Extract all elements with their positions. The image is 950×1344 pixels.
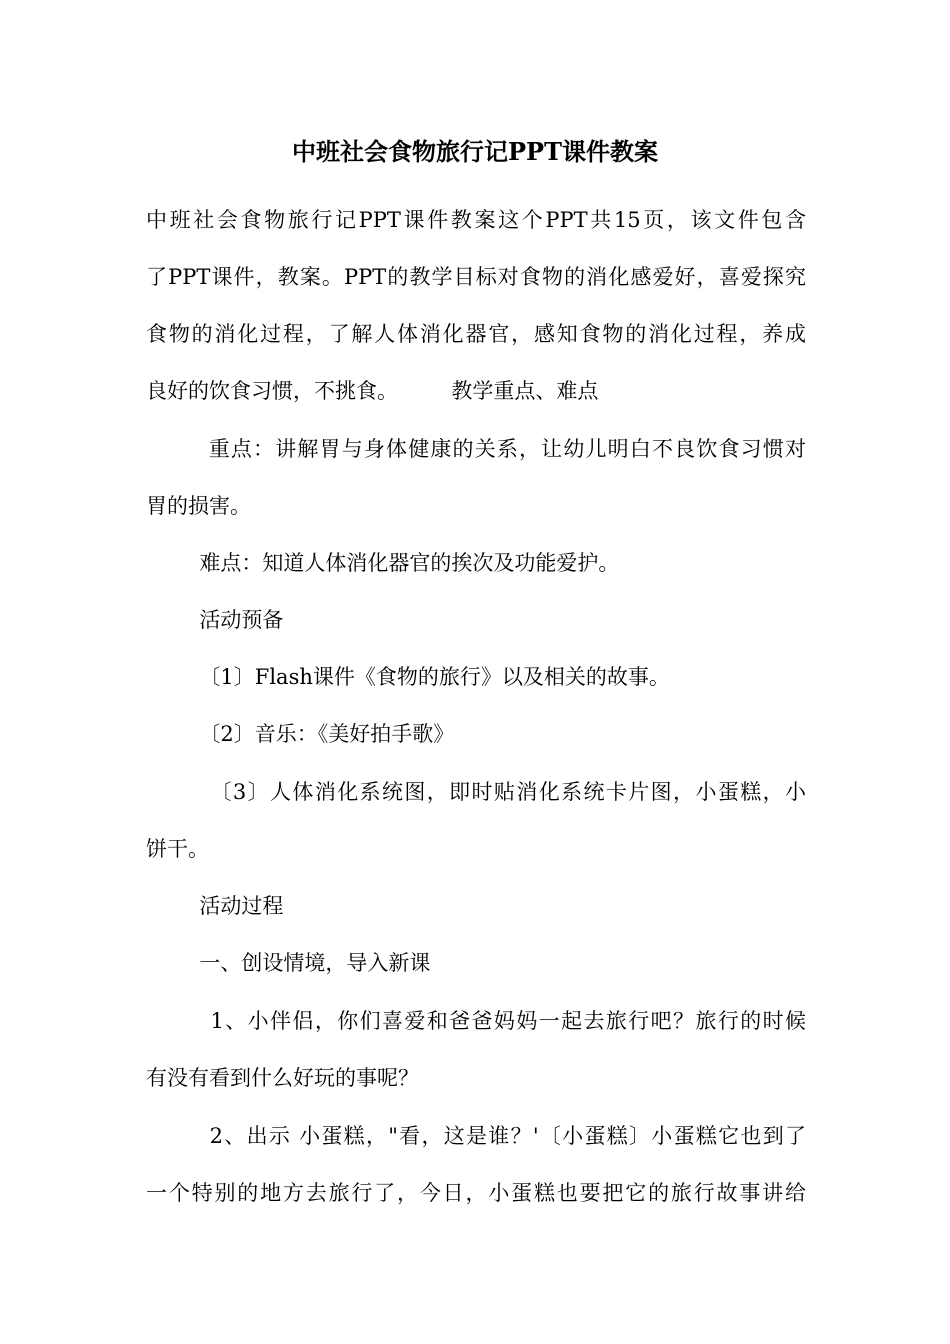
paragraph-line-8: 活动预备: [146, 608, 284, 632]
paragraph-line-4: 良好的饮食习惯，不挑食。 教学重点、难点: [146, 379, 599, 403]
paragraph-line-5: 重点：讲解胃与身体健康的关系，让幼儿明白不良饮食习惯对: [146, 437, 806, 461]
paragraph-line-10: 〔2〕音乐：《美好拍手歌》: [146, 722, 455, 746]
paragraph-line-14: 一、创设情境，导入新课: [146, 951, 431, 975]
paragraph-line-1: 中班社会食物旅行记PPT课件教案这个PPT共15页，该文件包含: [146, 208, 806, 232]
paragraph-line-16: 有没有看到什么好玩的事呢？: [146, 1066, 419, 1090]
paragraph-line-9: 〔1〕Flash课件《食物的旅行》以及相关的故事。: [146, 665, 670, 689]
paragraph-line-13: 活动过程: [146, 894, 284, 918]
paragraph-line-3: 食物的消化过程，了解人体消化器官，感知食物的消化过程，养成: [146, 322, 806, 346]
paragraph-line-7: 难点：知道人体消化器官的挨次及功能爱护。: [146, 551, 620, 575]
paragraph-line-18: 一个特别的地方去旅行了，今日，小蛋糕也要把它的旅行故事讲给: [146, 1181, 806, 1205]
paragraph-line-11: 〔3〕人体消化系统图，即时贴消化系统卡片图，小蛋糕，小: [146, 780, 806, 804]
paragraph-line-2: 了PPT课件，教案。PPT的教学目标对食物的消化感爱好，喜爱探究: [146, 265, 806, 289]
paragraph-line-17: 2、出示 小蛋糕，"看，这是谁？'〔小蛋糕〕小蛋糕它也到了: [146, 1124, 806, 1148]
paragraph-line-15: 1、小伴侣，你们喜爱和爸爸妈妈一起去旅行吧？旅行的时候: [146, 1009, 806, 1033]
paragraph-line-6: 胃的损害。: [146, 494, 251, 518]
document-title: 中班社会食物旅行记PPT课件教案: [292, 137, 658, 166]
paragraph-line-12: 饼干。: [146, 837, 209, 861]
